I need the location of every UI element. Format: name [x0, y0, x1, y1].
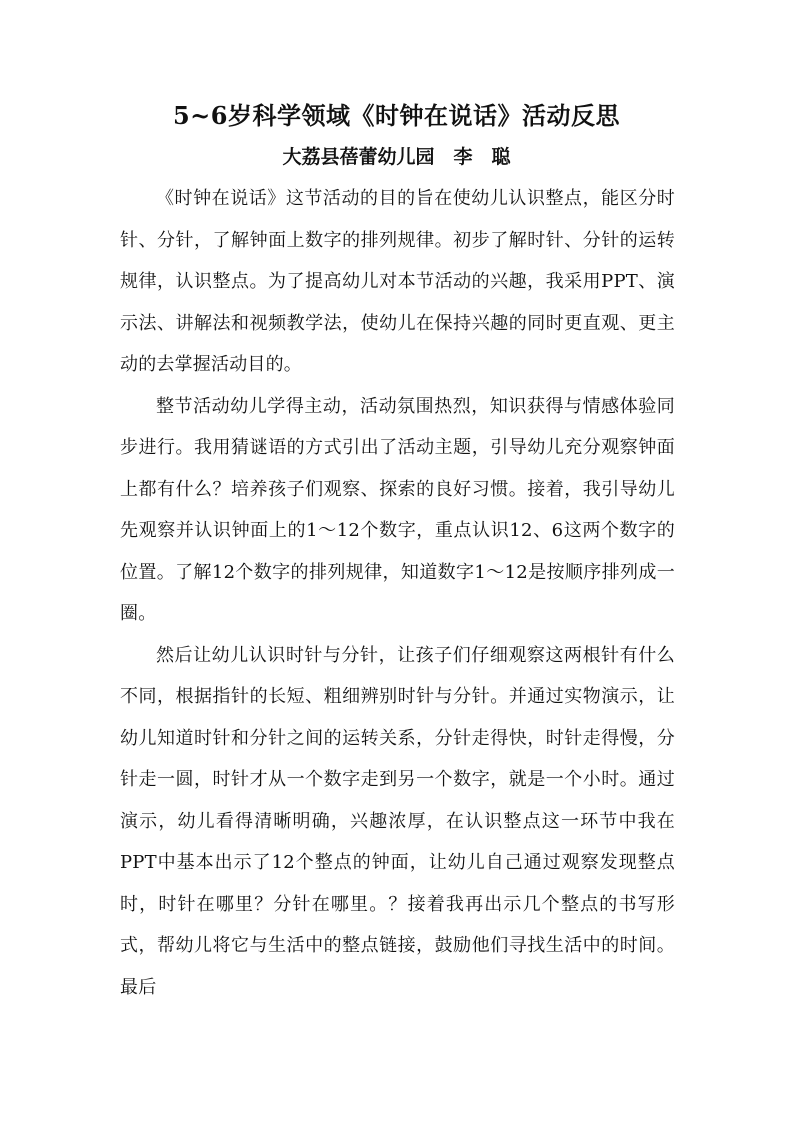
paragraph-2: 整节活动幼儿学得主动，活动氛围热烈，知识获得与情感体验同步进行。我用猜谜语的方式引出了活动主题，引导幼儿充分观察钟面上都有什么？培养孩子们观察、探索的良好习惯。接着，我引导幼儿先观察并认识钟面上的1～12个数字，重点认识12、6这两个数字的位置。了解12个数字的排列规律，知道数字1～12是按顺序排列成一圈。: [120, 395, 675, 624]
paragraph-1: 《时钟在说话》这节活动的目的旨在使幼儿认识整点，能区分时针、分针，了解钟面上数字的排列规律。初步了解时针、分针的运转规律，认识整点。为了提高幼儿对本节活动的兴趣，我采用PPT、演示法、讲解法和视频教学法，使幼儿在保持兴趣的同时更直观、更主动的去掌握活动目的。: [120, 188, 675, 375]
document-title: 5~6岁科学领域《时钟在说话》活动反思: [172, 101, 620, 130]
paragraph-3: 然后让幼儿认识时针与分针，让孩子们仔细观察这两根针有什么不同，根据指针的长短、粗细辨别时针与分针。并通过实物演示，让幼儿知道时针和分针之间的运转关系，分针走得快，时针走得慢，分针走一圆，时针才从一个数字走到另一个数字，就是一个小时。通过演示，幼儿看得清晰明确，兴趣浓厚，在认识整点这一环节中我在PPT中基本出示了12个整点的钟面，让幼儿自己通过观察发现整点时，时针在哪里？分针在哪里。？接着我再出示几个整点的书写形式，帮幼儿将它与生活中的整点链接，鼓励他们寻找生活中的时间。最后: [120, 644, 675, 998]
document-body: [120, 178, 675, 1008]
author-line: 大荔县蓓蕾幼儿园 李 聪: [282, 146, 511, 168]
